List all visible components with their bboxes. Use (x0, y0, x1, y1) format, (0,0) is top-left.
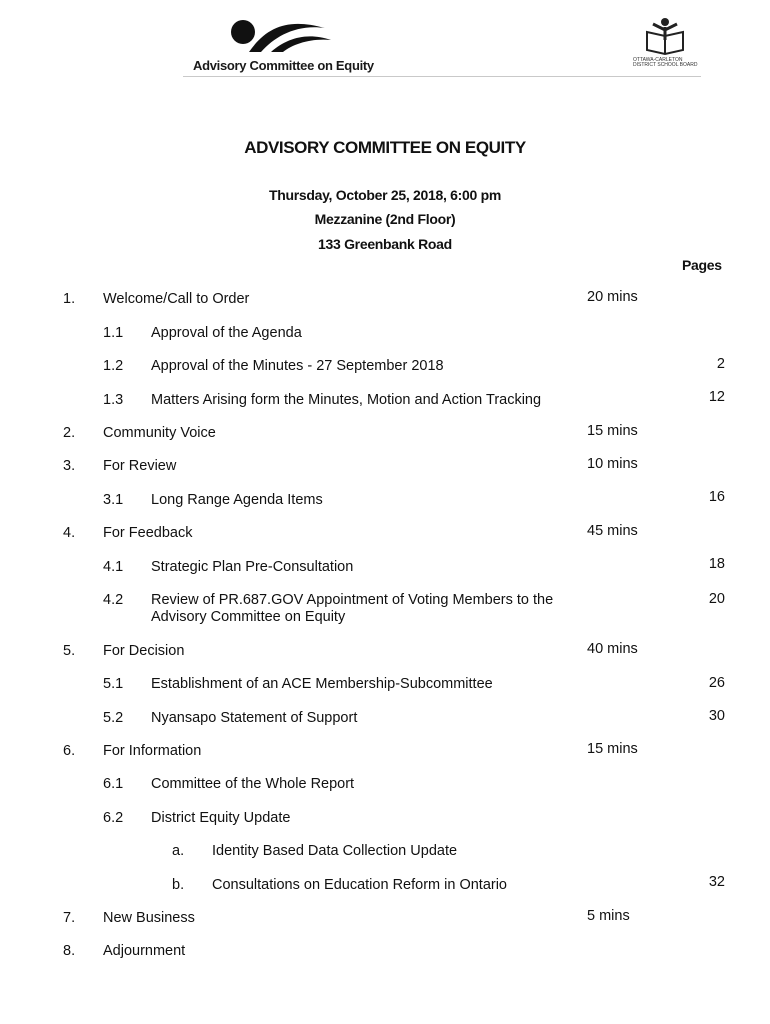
agenda-item-page: 32 (708, 874, 725, 890)
ocdsb-logo (633, 16, 697, 74)
agenda-item-title: New Business (103, 910, 195, 926)
agenda-item-number: a. (172, 843, 185, 859)
agenda-item-number: 8. (63, 943, 76, 959)
agenda-item-number: 6.2 (103, 810, 124, 826)
logo-label: Advisory Committee on Equity (193, 58, 374, 73)
ace-swoosh-icon (227, 18, 337, 58)
agenda-item-duration: 10 mins (587, 456, 638, 472)
agenda-item-number: 3. (63, 458, 76, 474)
agenda-item-number: 1.3 (103, 392, 124, 408)
agenda-item-title: Approval of the Agenda (151, 325, 302, 341)
agenda-item-title: Committee of the Whole Report (151, 776, 355, 792)
agenda-item-title: Establishment of an ACE Membership-Subcommittee (151, 676, 493, 692)
agenda-item-page: 30 (708, 708, 725, 724)
pages-column-header: Pages (682, 257, 722, 273)
agenda-item-title: Community Voice (103, 425, 216, 441)
agenda-item-number: 3.1 (103, 492, 124, 508)
agenda-item-page: 16 (708, 489, 725, 505)
agenda-item-number: 1.2 (103, 358, 124, 374)
agenda-item-title: Consultations on Education Reform in Ontario (212, 877, 507, 893)
meeting-address: 133 Greenbank Road (318, 236, 452, 252)
meeting-date: Thursday, October 25, 2018, 6:00 pm (268, 187, 501, 203)
ace-logo (183, 18, 383, 74)
agenda-item-title: Approval of the Minutes - 27 September 2018 (151, 358, 444, 374)
agenda-item-number: 4.1 (103, 559, 124, 575)
agenda-item-title: Review of PR.687.GOV Appointment of Voting Members to the (151, 592, 554, 608)
agenda-item-page: 26 (708, 675, 725, 691)
agenda-item-number: 5.1 (103, 676, 124, 692)
agenda-item-number: 4.2 (103, 592, 124, 608)
open-book-figure-icon (641, 16, 689, 56)
agenda-item-number: 5.2 (103, 710, 124, 726)
agenda-item-number: 7. (63, 910, 76, 926)
agenda-item-duration: 20 mins (587, 289, 638, 305)
agenda-item-number: 1.1 (103, 325, 124, 341)
agenda-item-duration: 5 mins (587, 908, 630, 924)
agenda-item-title: Matters Arising form the Minutes, Motion and Action Tracking (151, 392, 542, 408)
agenda-item-title: For Information (103, 743, 202, 759)
agenda-item-number: 6. (63, 743, 76, 759)
agenda-item-title: Strategic Plan Pre-Consultation (151, 559, 354, 575)
document-header (183, 14, 701, 77)
agenda-item-number: b. (172, 877, 185, 893)
agenda-item-title: Identity Based Data Collection Update (212, 843, 458, 859)
agenda-item-number: 4. (63, 525, 76, 541)
board-logo-label: OTTAWA-CARLETON DISTRICT SCHOOL BOARD (633, 57, 698, 68)
agenda-item-number: 2. (63, 425, 76, 441)
agenda-item-number: 6.1 (103, 776, 124, 792)
agenda-item-page: 12 (708, 389, 725, 405)
agenda-item-title-continued: Advisory Committee on Equity (151, 609, 346, 625)
agenda-item-duration: 45 mins (587, 523, 638, 539)
agenda-item-title: For Decision (103, 643, 185, 659)
agenda-item-title: Nyansapo Statement of Support (151, 710, 358, 726)
agenda-item-duration: 40 mins (587, 641, 638, 657)
agenda-item-title: Adjournment (103, 943, 186, 959)
agenda-item-title: For Review (103, 458, 177, 474)
agenda-item-title: District Equity Update (151, 810, 291, 826)
agenda-item-title: For Feedback (103, 525, 193, 541)
agenda-item-duration: 15 mins (587, 741, 638, 757)
agenda-item-page: 18 (708, 556, 725, 572)
agenda-item-page: 2 (716, 356, 725, 372)
agenda-item-duration: 15 mins (587, 423, 638, 439)
page-title: ADVISORY COMMITTEE ON EQUITY (244, 138, 526, 157)
agenda-item-page: 20 (708, 591, 725, 607)
agenda-item-title: Long Range Agenda Items (151, 492, 323, 508)
agenda-item-title: Welcome/Call to Order (103, 291, 250, 307)
meeting-location: Mezzanine (2nd Floor) (314, 211, 456, 227)
agenda-item-number: 1. (63, 291, 76, 307)
agenda-item-number: 5. (63, 643, 76, 659)
